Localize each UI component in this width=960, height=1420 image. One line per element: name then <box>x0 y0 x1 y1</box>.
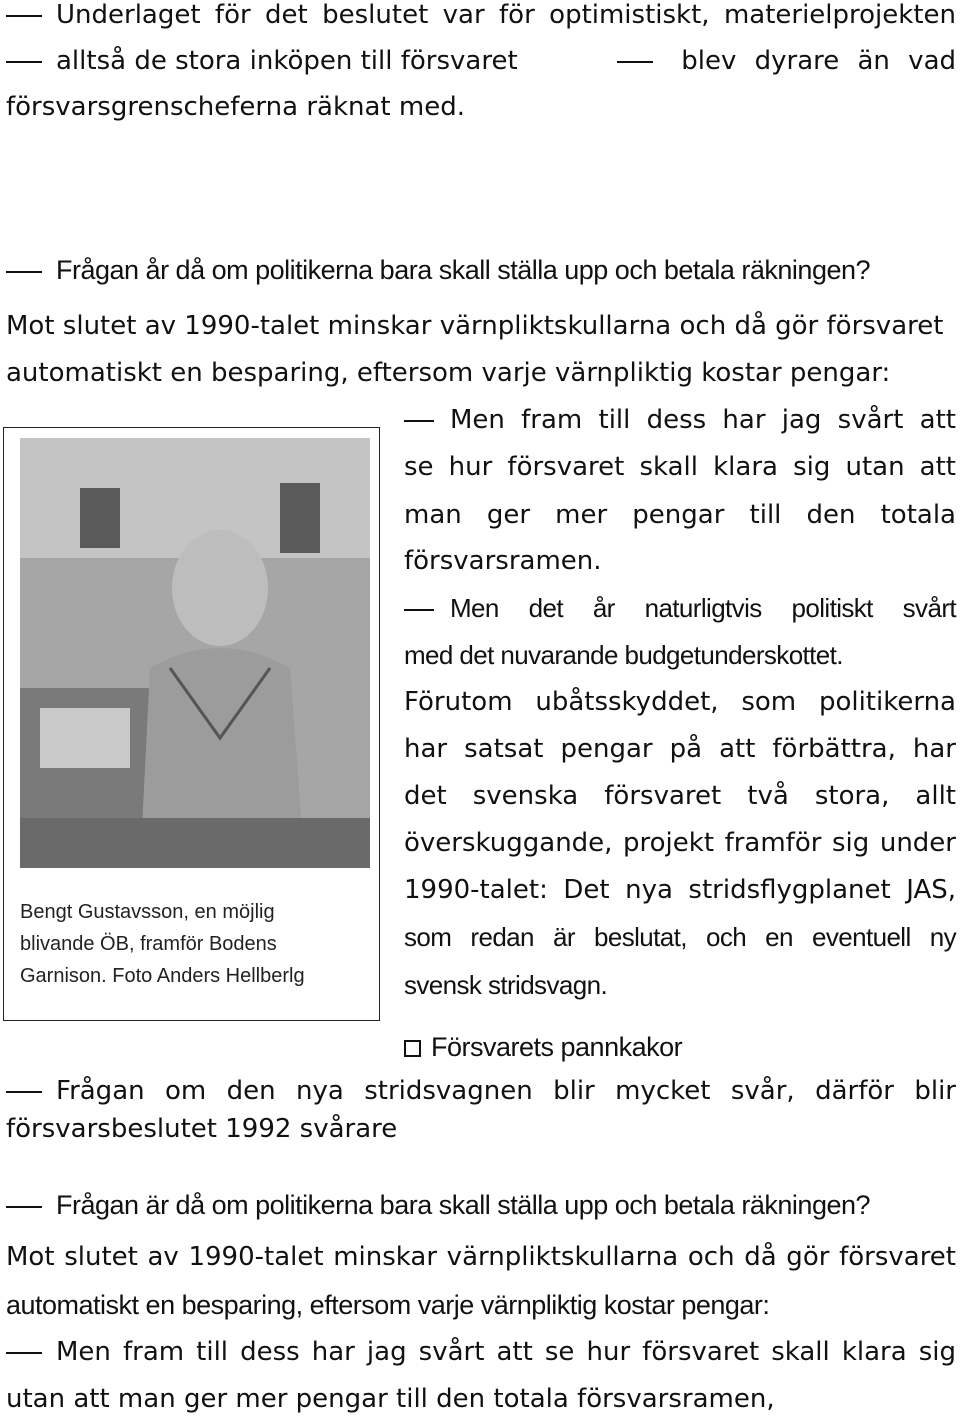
right-col-line9 <box>404 781 956 811</box>
dash-mark <box>6 1091 42 1093</box>
right-col-text: 1990-talet: Det nya stridsflygplanet JAS, <box>404 875 956 905</box>
para2-line2-text: Mot slutet av 1990-talet minskar värnpliktskullarna och då gör försvaret <box>6 311 944 341</box>
caption-line2: blivande ÖB, framför Bodens <box>20 933 277 955</box>
right-col-line3 <box>404 500 956 530</box>
para2-line2 <box>6 311 956 341</box>
para4-line2 <box>6 1242 956 1272</box>
right-col-line11 <box>404 875 956 905</box>
para4-line4-text: Men fram till dess har jag svårt att se hur försvaret skall klara sig <box>56 1337 956 1367</box>
right-col-text: svensk stridsvagn. <box>404 970 608 1000</box>
para3-line2-text: försvarsbeslutet 1992 svårare <box>6 1114 398 1144</box>
right-col-line7 <box>404 687 956 717</box>
right-col-text: överskuggande, projekt framför sig under <box>404 828 956 858</box>
right-col-text: försvarsramen. <box>404 546 602 576</box>
section-heading-text: Försvarets pannkakor <box>431 1032 683 1062</box>
para3-line2 <box>6 1114 956 1144</box>
dash-mark <box>6 1352 42 1354</box>
para4-line3-text: automatiskt en besparing, eftersom varje värnpliktig kostar pengar: <box>6 1290 770 1320</box>
photo-caption <box>20 896 360 992</box>
right-col-text: med det nuvarande budgetunderskottet. <box>404 640 843 670</box>
right-col-line4 <box>404 546 956 576</box>
para4-line1 <box>6 1190 956 1220</box>
right-col-text: har satsat pengar på att förbättra, har <box>404 734 956 764</box>
caption-line1: Bengt Gustavsson, en möjlig <box>20 901 275 923</box>
para1-line3 <box>6 92 956 122</box>
para3-line1-text: Frågan om den nya stridsvagnen blir mycket svår, därför blir <box>56 1076 956 1106</box>
dash-mark <box>6 1206 42 1208</box>
dash-mark <box>404 420 434 422</box>
portrait-illustration <box>20 438 370 868</box>
dash-mark <box>6 15 42 17</box>
para4-line5 <box>6 1384 956 1414</box>
right-col-line1 <box>404 405 956 435</box>
para2-line1 <box>6 255 956 285</box>
caption-line3: Garnison. Foto Anders Hellberlg <box>20 965 305 987</box>
right-col-line10 <box>404 828 956 858</box>
right-col-line8 <box>404 734 956 764</box>
para3-line1 <box>6 1076 956 1106</box>
para4-line4 <box>6 1337 956 1367</box>
right-col-line2 <box>404 452 956 482</box>
para2-line3-text: automatiskt en besparing, eftersom varje värnpliktig kostar pengar: <box>6 358 891 388</box>
right-col-text: Men det år naturligtvis politiskt svårt <box>450 593 956 623</box>
para4-line3 <box>6 1290 956 1320</box>
para2-line1-text: Frågan år då om politikerna bara skall ställa upp och betala räkningen? <box>56 255 871 285</box>
right-col-text: Förutom ubåtsskyddet, som politikerna <box>404 687 956 717</box>
right-col-line6 <box>404 640 956 670</box>
right-col-line5 <box>404 593 956 623</box>
para4-line2-text: Mot slutet av 1990-talet minskar värnpliktskullarna och då gör försvaret <box>6 1242 956 1272</box>
para2-line3 <box>6 358 956 388</box>
dash-mark <box>6 271 42 273</box>
photo-frame <box>3 427 380 1021</box>
right-col-text: Men fram till dess har jag svårt att <box>450 405 956 435</box>
section-heading <box>404 1032 956 1062</box>
dash-mark <box>6 61 42 63</box>
right-col-text: se hur försvaret skall klara sig utan att <box>404 452 956 482</box>
dash-mark <box>404 609 434 611</box>
dash-mark <box>617 61 653 63</box>
right-col-line13 <box>404 970 956 1000</box>
para1-line1-text: Underlaget för det beslutet var för optimistiskt, materielprojekten <box>56 0 956 30</box>
para1-line2 <box>6 46 956 76</box>
right-col-text: som redan är beslutat, och en eventuell ny <box>404 922 956 952</box>
para4-line5-text: utan att man ger mer pengar till den totala försvarsramen, <box>6 1384 775 1414</box>
checkbox-bullet-icon <box>404 1040 421 1057</box>
para1-line2b-text: blev dyrare än vad <box>681 46 956 76</box>
portrait-photo <box>20 438 370 868</box>
right-col-line12 <box>404 922 956 952</box>
right-col-text: man ger mer pengar till den totala <box>404 500 956 530</box>
right-col-text: det svenska försvaret två stora, allt <box>404 781 956 811</box>
para1-line3-text: försvarsgrenscheferna räknat med. <box>6 92 465 122</box>
para4-line1-text: Frågan är då om politikerna bara skall ställa upp och betala räkningen? <box>56 1190 871 1220</box>
para1-line1 <box>6 0 956 30</box>
para1-line2-text: alltså de stora inköpen till försvaret <box>56 46 518 76</box>
